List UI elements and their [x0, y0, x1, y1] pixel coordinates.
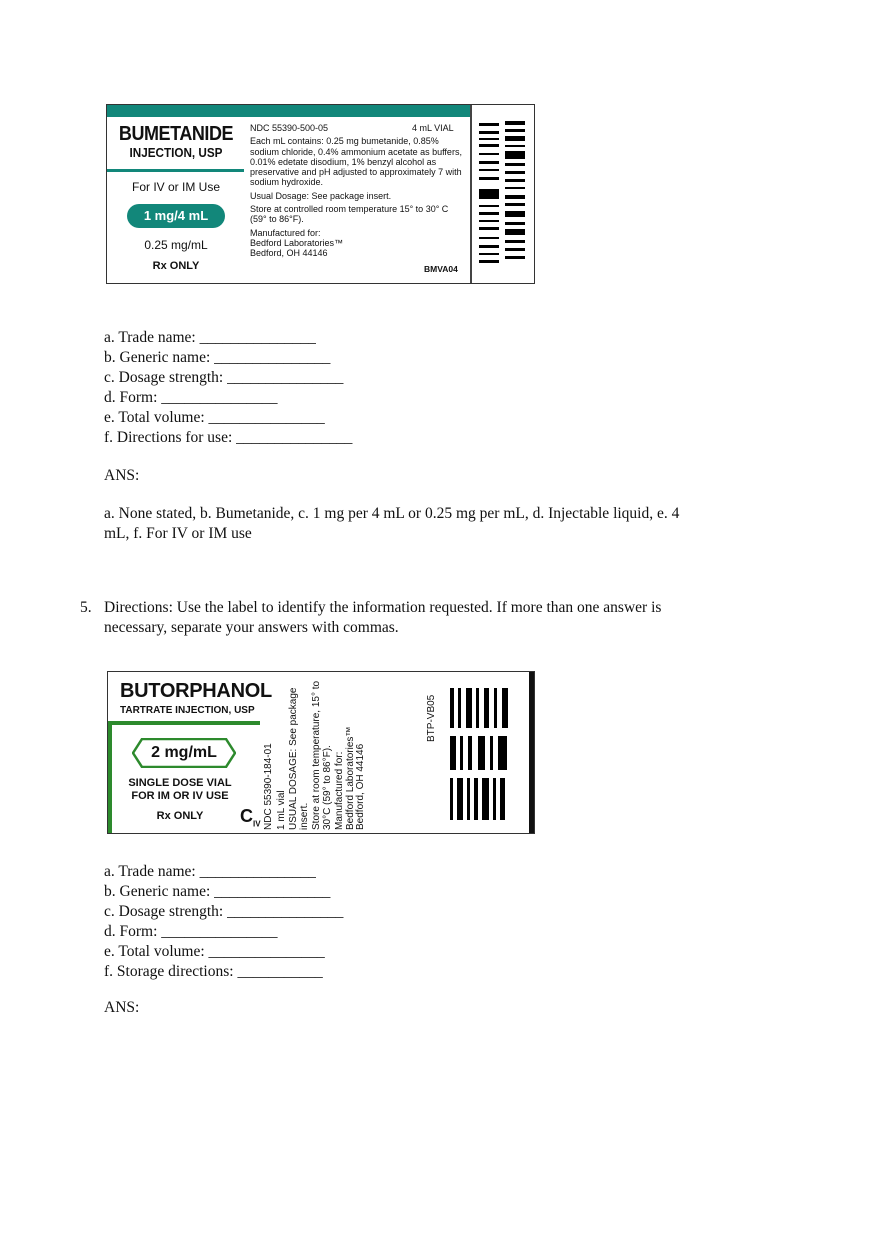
question-number: 5. [80, 599, 92, 616]
route-text: For IV or IM Use [131, 180, 220, 194]
label-code: BTP-VB05 [426, 694, 437, 742]
storage-text: Store at controlled room temperature 15° to 30° C (59° to 86°F). [250, 204, 449, 225]
ndc-text: NDC 55390-500-05 [250, 123, 329, 133]
drug-subtitle: TARTRATE INJECTION, USP [120, 705, 255, 716]
label-accent-line [108, 721, 260, 725]
answer-line: a. None stated, b. Bumetanide, c. 1 mg per 4 mL or 0.25 mg per mL, d. Injectable liquid, e. 4 [104, 505, 680, 522]
label-divider [470, 105, 472, 283]
strength-text: 2 mg/mL [151, 744, 217, 761]
list-item: f. Storage directions: ___________ [104, 963, 323, 980]
drug-brand-name: BUMETANIDE [118, 123, 234, 145]
label-accent-vertical [108, 721, 112, 833]
single-line: FOR IM OR IV USE [131, 790, 229, 802]
schedule-letter: C [240, 806, 253, 826]
list-item: e. Total volume: _______________ [104, 943, 325, 960]
butorphanol-label-image [107, 671, 535, 834]
mfg-line: Bedford, OH 44146 [355, 743, 366, 830]
directions-line: Directions: Use the label to identify the information requested. If more than one answer is [104, 599, 662, 616]
list-item: b. Generic name: _______________ [104, 883, 331, 900]
drug-brand-name: BUTORPHANOL [120, 680, 272, 702]
question-5-items [104, 862, 343, 982]
strength-badge [132, 738, 236, 768]
label-info-block [250, 123, 462, 259]
single-dose-text [120, 777, 240, 803]
label-code: BMVA04 [424, 264, 458, 274]
rotated-info-block [264, 680, 367, 830]
drug-subtitle: INJECTION, USP [129, 145, 223, 160]
strength-pill: 1 mg/4 mL [127, 204, 225, 228]
list-item: c. Dosage strength: _______________ [104, 903, 344, 920]
answer-line: mL, f. For IV or IM use [104, 525, 252, 542]
rx-only-text: Rx ONLY [156, 810, 204, 822]
mfg-line: Bedford, OH 44146 [250, 248, 328, 259]
vial-size-text: 1 mL vial [275, 790, 287, 830]
bumetanide-label-image [106, 104, 535, 284]
storage-text: Store at room temperature, 15° to 30°C (59° to 86°F). [311, 680, 333, 830]
list-item: e. Total volume: _______________ [104, 409, 325, 426]
list-item: a. Trade name: _______________ [104, 329, 316, 346]
list-item: c. Dosage strength: _______________ [104, 369, 344, 386]
ans-label: ANS: [104, 999, 140, 1016]
question-4-items [104, 328, 352, 448]
schedule-number: IV [253, 819, 261, 829]
vial-size-text: 4 mL VIAL [412, 123, 454, 133]
label-accent-line [107, 169, 244, 172]
barcode-icon [448, 686, 510, 822]
dosage-text: Usual Dosage: See package insert. [250, 190, 392, 201]
mfg-line: Bedford Laboratories™ [344, 726, 356, 830]
answer-text [104, 504, 679, 544]
question-directions [104, 598, 661, 638]
mfg-line: Manufactured for: [334, 751, 345, 830]
barcode-icon [477, 119, 527, 269]
list-item: b. Generic name: _______________ [104, 349, 331, 366]
label-edge-bar [529, 672, 534, 833]
directions-line: necessary, separate your answers with commas. [104, 619, 399, 636]
mfg-line: Bedford Laboratories™ [250, 237, 344, 248]
ndc-text: NDC 55390-184-01 [263, 743, 274, 830]
dosage-text: USUAL DOSAGE: See package insert. [288, 687, 310, 830]
label-top-bar [107, 105, 470, 117]
list-item: d. Form: _______________ [104, 923, 278, 940]
list-item: f. Directions for use: _______________ [104, 429, 353, 446]
schedule-symbol [240, 806, 261, 829]
list-item: d. Form: _______________ [104, 389, 278, 406]
single-line: SINGLE DOSE VIAL [128, 777, 232, 789]
mfg-line: Manufactured for: [250, 227, 321, 238]
concentration-text: 0.25 mg/mL [144, 238, 208, 252]
ans-label: ANS: [104, 467, 140, 484]
list-item: a. Trade name: _______________ [104, 863, 316, 880]
contents-text: Each mL contains: 0.25 mg bumetanide, 0.85% sodium chloride, 0.4% ammonium acetate as buffers, 0.01% edetate disodium, 1% benzyl alcohol as preservative and pH adjusted to approximately 7 with sodium hydroxide. [250, 136, 462, 188]
rx-only-text: Rx ONLY [152, 260, 200, 272]
